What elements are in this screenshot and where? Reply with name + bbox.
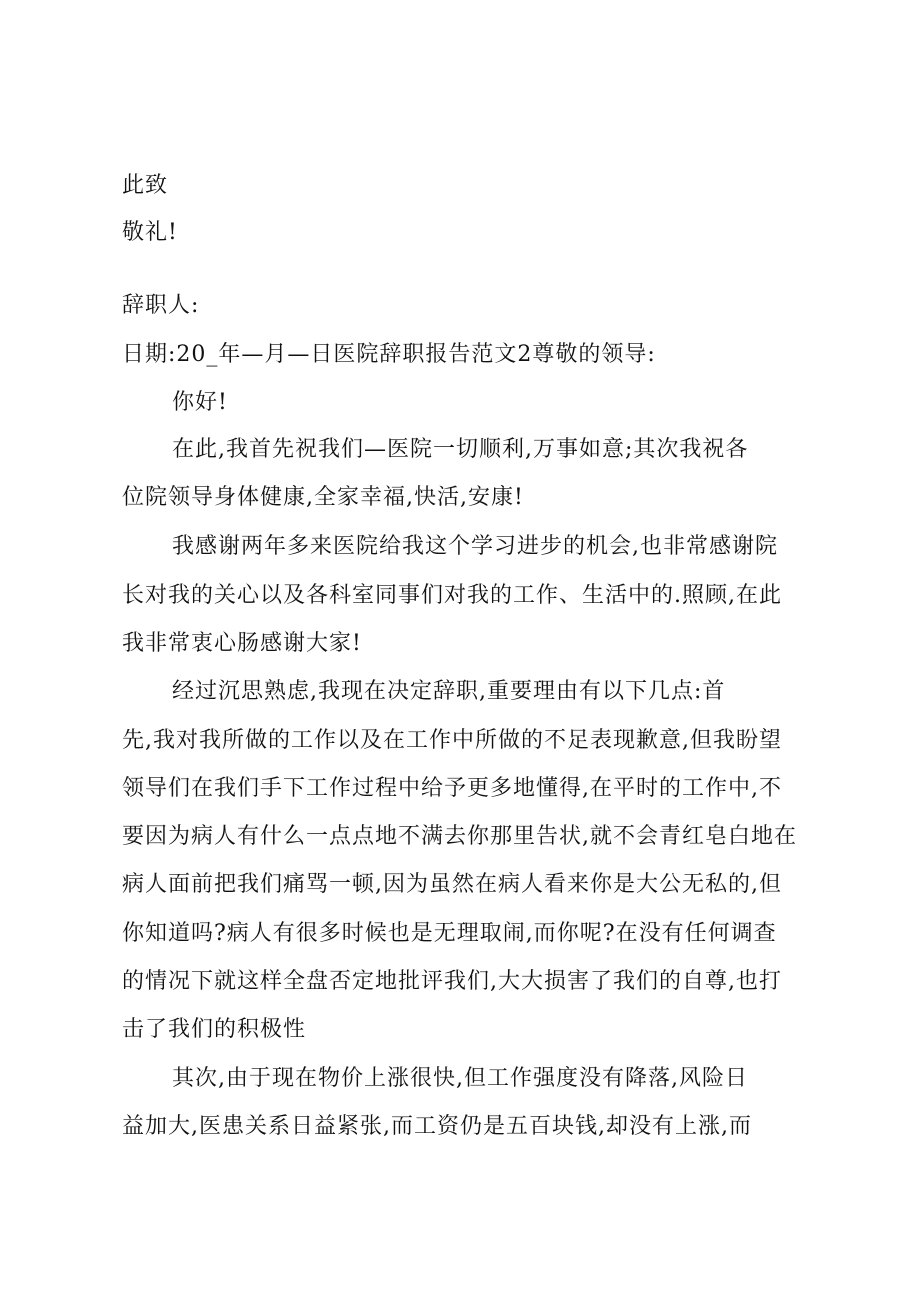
closing-line-2: 敬礼! [122, 220, 178, 245]
greeting: 你好! [172, 390, 228, 415]
paragraph-3-line-4: 要因为病人有什么一点点地不满去你那里告状,就不会青红皂白地在 [122, 824, 797, 849]
resigner-label: 辞职人: [122, 293, 200, 318]
paragraph-1-line-1: 在此,我首先祝我们—医院一切顺利,万事如意;其次我祝各 [172, 437, 749, 462]
paragraph-4-line-1: 其次,由于现在物价上涨很快,但工作强度没有降落,风险日 [172, 1066, 748, 1091]
paragraph-2-line-3: 我非常衷心肠感谢大家! [122, 631, 362, 656]
paragraph-3-line-6: 你知道吗?病人有很多时候也是无理取闹,而你呢?在没有任何调查 [122, 921, 777, 946]
date-line: 日期:20_年—月—日医院辞职报告范文2尊敬的领导: [122, 342, 656, 367]
paragraph-3-line-5: 病人面前把我们痛骂一顿,因为虽然在病人看来你是大公无私的,但 [122, 872, 782, 897]
paragraph-3-line-3: 领导们在我们手下工作过程中给予更多地懂得,在平时的工作中,不 [122, 776, 782, 801]
paragraph-1-line-2: 位院领导身体健康,全家幸福,快活,安康! [122, 485, 524, 510]
paragraph-4-line-2: 益加大,医患关系日益紧张,而工资仍是五百块钱,却没有上涨,而 [122, 1114, 752, 1139]
paragraph-3-line-2: 先,我对我所做的工作以及在工作中所做的不足表现歉意,但我盼望 [122, 728, 782, 753]
paragraph-2-line-2: 长对我的关心以及各科室同事们对我的工作、生活中的.照顾,在此 [122, 583, 782, 608]
paragraph-3-line-7: 的情况下就这样全盘否定地批评我们,大大损害了我们的自尊,也打 [122, 969, 782, 994]
closing-line-1: 此致 [122, 173, 169, 198]
paragraph-3-line-1: 经过沉思熟虑,我现在决定辞职,重要理由有以下几点:首 [172, 679, 726, 704]
paragraph-3-line-8: 击了我们的积极性 [122, 1017, 307, 1042]
paragraph-2-line-1: 我感谢两年多来医院给我这个学习进步的机会,也非常感谢院 [172, 534, 778, 559]
